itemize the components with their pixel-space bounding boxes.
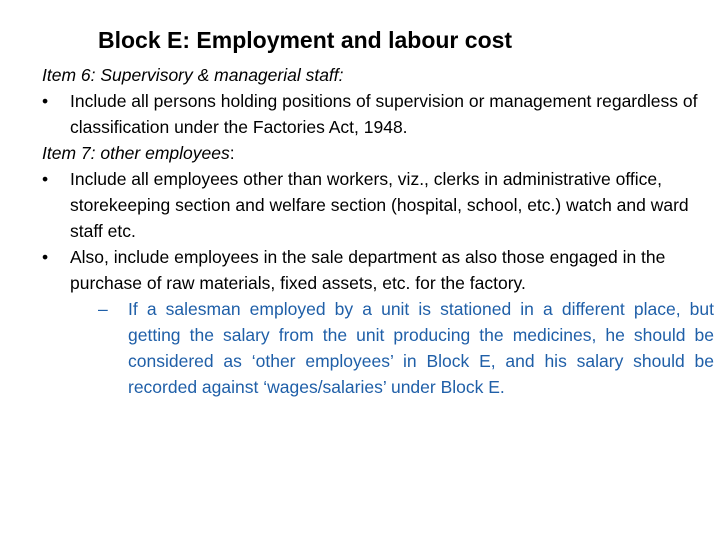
dash-icon: –: [98, 299, 108, 319]
item-7-heading-colon: :: [229, 143, 235, 163]
item-7-heading-text: Item 7: other employees: [42, 143, 230, 163]
bullet-icon: •: [42, 247, 49, 267]
bullet-text: Also, include employees in the sale department as also those engaged in the purchase of raw materials, fixed assets, etc. for the factory.: [70, 247, 666, 293]
item-7-bullet: [42, 166, 714, 244]
bullet-text: Include all employees other than workers, viz., clerks in administrative office, storekeeping section and welfare section (hospital, school, etc.) watch and ward staff etc.: [70, 169, 689, 241]
item-7-heading: [42, 140, 714, 166]
bullet-icon: •: [42, 91, 49, 111]
item-7-sub-bullet: [98, 296, 714, 400]
item-6-bullet: [42, 88, 714, 140]
page-title: Block E: Employment and labour cost: [98, 27, 513, 53]
sub-bullet-text: If a salesman employed by a unit is stationed in a different place, but getting the salary from the unit producing the medicines, he should be considered as ‘other employees’ in Block E, and his salary should be recorded against ‘wages/salaries’ under Block E.: [128, 299, 714, 397]
slide-body: [42, 62, 714, 400]
bullet-icon: •: [42, 169, 49, 189]
item-7-bullet: [42, 244, 714, 296]
bullet-text: Include all persons holding positions of supervision or management regardless of classification under the Factories Act, 1948.: [70, 91, 698, 137]
item-6-heading: Item 6: Supervisory & managerial staff:: [42, 65, 344, 85]
